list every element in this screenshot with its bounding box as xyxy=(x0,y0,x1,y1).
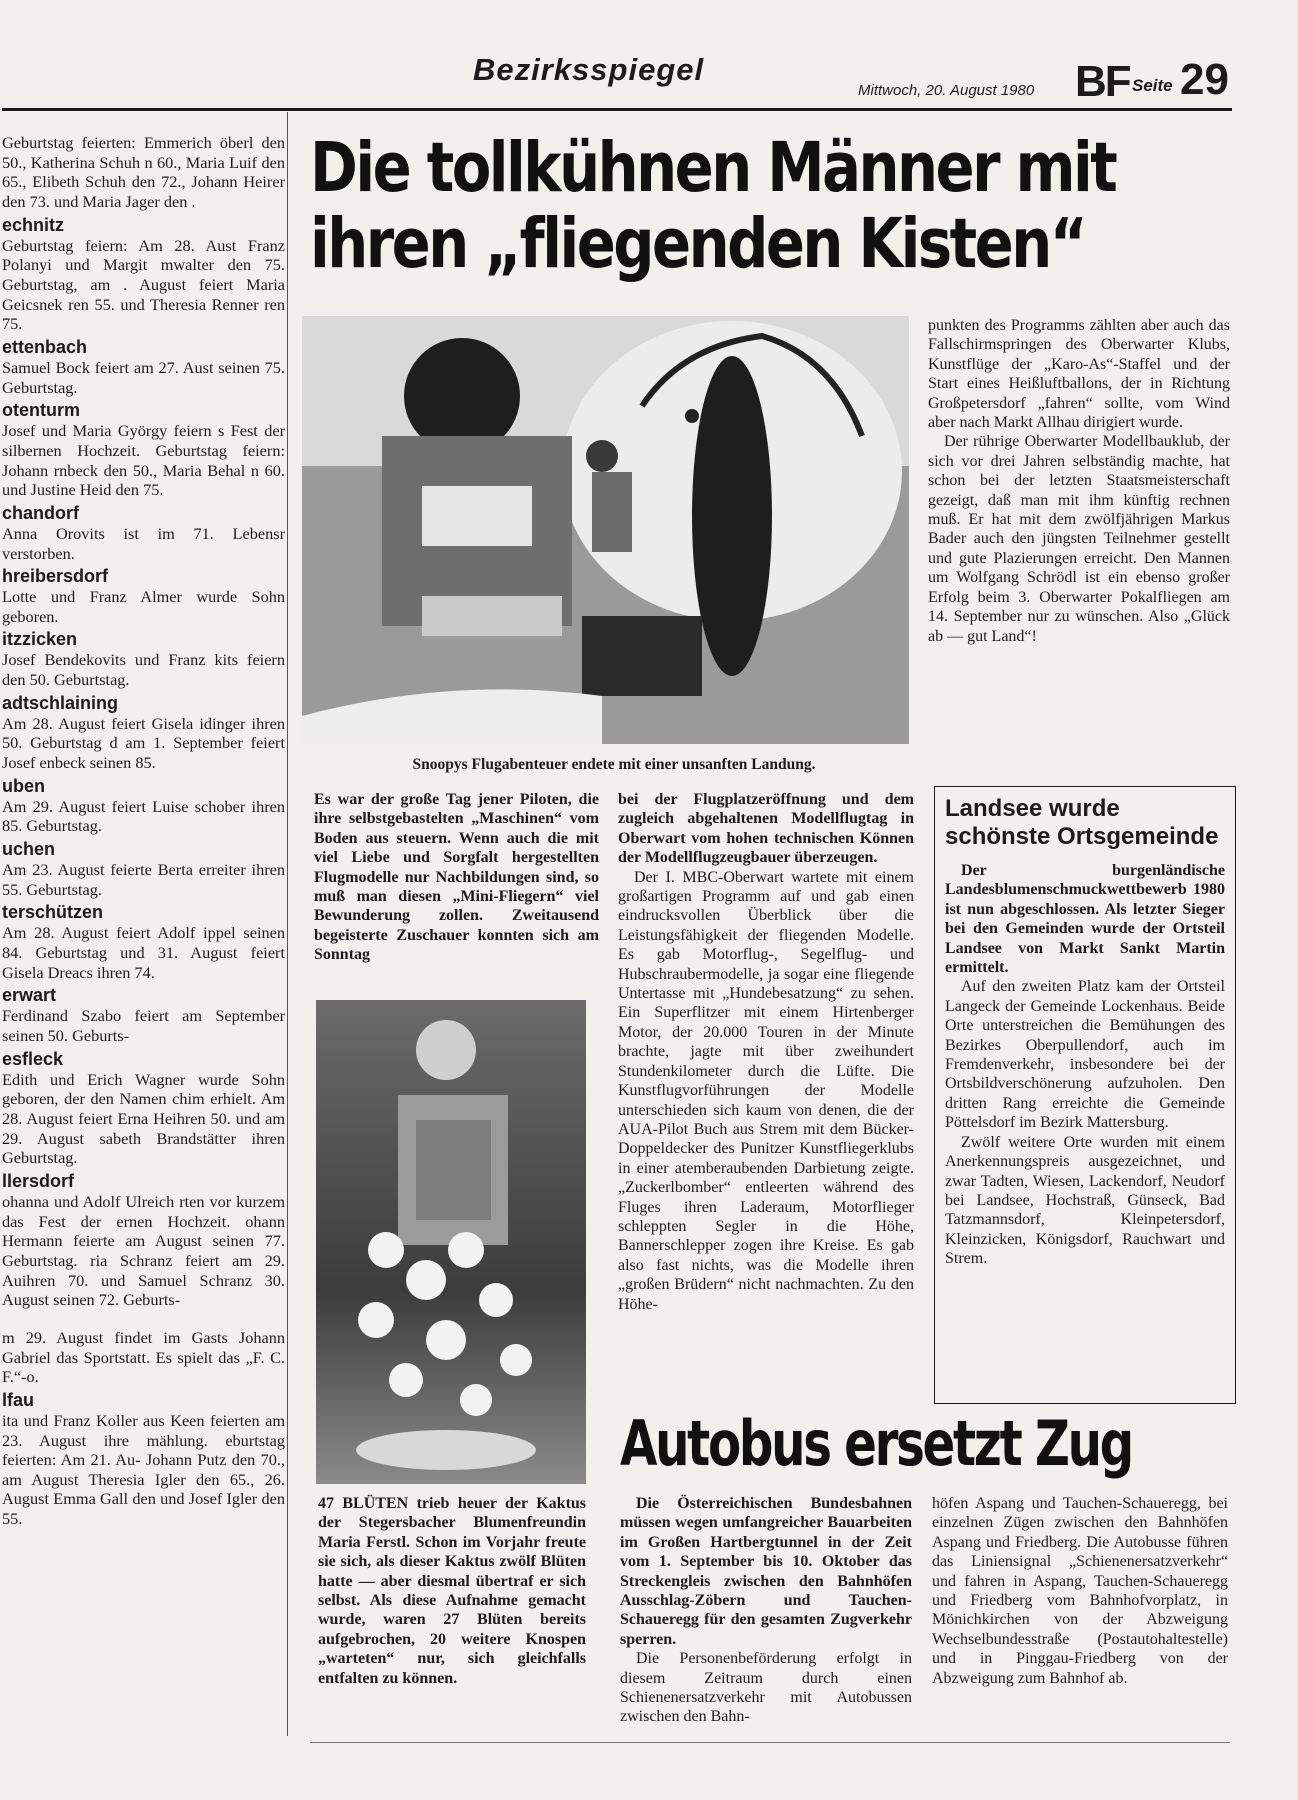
main-story-col3-p2: Der rührige Oberwarter Modellbauklub, der sich vor drei Jahren selbständig machte, hat schon bei der letzten Staatsmeisterschaft gezeigt, daß man mit ihm künftig rechnen muß. Er hat mit dem zwölfjährigen Markus Bader auch den jüngsten Teilnehmer gestellt und gute Plazierungen erreicht. Den Mannen um Wolfgang Schrödl ist ein ebenso großer Erfolg beim 3. Oberwarter Pokalfliegen am 14. September nur zu wünschen. Also „Glück ab — gut Land“! xyxy=(928,433,1230,645)
autobus-headline: Autobus ersetzt Zug xyxy=(620,1407,1132,1480)
landsee-lead: Der burgenländische Landesblumenschmuckwettbewerb 1980 ist nun abgeschlossen. Als letzter Sieger bei den Gemeinden wurde der Ortsteil Landsee von Markt Sankt Martin ermittelt. xyxy=(945,862,1225,977)
main-headline xyxy=(310,128,1116,284)
announcement-text: Samuel Bock feiert am 27. Aust seinen 75. Geburtstag. xyxy=(2,357,285,397)
landsee-p1: Auf den zweiten Platz kam der Ortsteil Langeck der Gemeinde Lockenhaus. Beide Orte unterstreichen die Bemühungen des Bezirkes Oberpullendorf, auch im Fremdenverkehr, insbesondere bei der Ortsbildverschönerung aufzuholen. Den dritten Rang erreichte die Gemeinde Pöttelsdorf im Bezirk Mattersburg. xyxy=(945,978,1225,1132)
announcement-text: Am 23. August feierte Berta erreiter ihren 55. Geburtstag. xyxy=(2,860,285,899)
top-rule xyxy=(2,108,1232,111)
cactus-caption-text: trieb heuer der Kaktus der Stegersbacher Blumenfreundin Maria Ferstl. Schon im Vorjahr freute sie sich, als dieser Kaktus zwölf Blüten hatte — aber diesmal übertraf er sich selbst. Als diese Aufnahme gemacht wurde, waren 27 Blüten bereits aufgebrochen, 20 weitere Knospen „warteten“ nur, sich gleichfalls entfalten zu können. xyxy=(318,1495,587,1687)
autobus-p1: Die Personenbeförderung erfolgt in diesem Zeitraum durch einen Schienenersatzverkehr mit Autobussen zwischen den Bahn- xyxy=(620,1650,912,1726)
cactus-photo xyxy=(316,1000,586,1484)
autobus-column-1 xyxy=(620,1494,912,1727)
announcement-text: Anna Orovits ist im 71. Lebensr verstorben. xyxy=(2,523,285,563)
place-heading: esfleck xyxy=(2,1048,64,1069)
left-column-announcements xyxy=(2,133,285,1725)
cactus-photo-illustration xyxy=(316,1000,586,1484)
announcement-text: Lotte und Franz Almer wurde Sohn geboren. xyxy=(2,587,285,626)
main-story-lead xyxy=(314,790,599,965)
main-story-col2-lead: bei der Flugplatzeröffnung und dem zugleich abgehaltenen Modellflugtag in Oberwart vom hohen technischen Können der Modellflugzeugbauer überzeugen. xyxy=(618,791,914,867)
announcement-text: Geburtstag feierten: Emmerich öberl den 50., Katherina Schuh n 60., Maria Luif den 65., Elibeth Schuh den 72., Johann Heirer den 73. und Maria Jager den . xyxy=(2,133,285,211)
place-heading: llersdorf xyxy=(2,1170,75,1191)
snoopy-photo-illustration xyxy=(302,316,909,744)
autobus-column-2 xyxy=(932,1494,1228,1688)
place-heading: uben xyxy=(2,775,45,796)
dateline: Mittwoch, 20. August 1980 xyxy=(858,82,1035,99)
announcement-text: ita und Franz Koller aus Keen feierten am 23. August ihre mählung. eburtstag feierten: Am 21. Au- Johann Putz den 70., am August Theresia Igler den 65., 26. August Emma Gall den und Josef Igler den 55. xyxy=(2,1410,285,1529)
main-story-column-2 xyxy=(618,790,914,1314)
announcement-text: Geburtstag feiern: Am 28. Aust Franz Polanyi und Margit mwalter den 75. Geburtstag, am . August feiert Maria Geicsnek ren 55. und Theresia Renner ren 75. xyxy=(2,235,285,334)
announcement-text: ohanna und Adolf Ulreich rten vor kurzem das Fest der ernen Hochzeit. ohann Hermann feierte am August seinen 77. Geburtstag. ria Schranz feiert am 29. Auihren 70. und Samuel Schranz 30. August seinen 72. Geburts- xyxy=(2,1191,285,1310)
place-heading: adtschlaining xyxy=(2,692,119,713)
paper-logo: BF xyxy=(1075,57,1130,106)
snoopy-photo-caption: Snoopys Flugabenteuer endete mit einer unsanften Landung. xyxy=(412,756,816,773)
snoopy-photo xyxy=(302,316,909,744)
place-heading: lfau xyxy=(2,1389,35,1410)
place-heading: uchen xyxy=(2,839,56,860)
place-heading: echnitz xyxy=(2,214,65,235)
bottom-rule xyxy=(310,1742,1230,1743)
main-headline-line-1: Die tollkühnen Männer mit xyxy=(310,128,1116,208)
announcement-text: Josef Bendekovits und Franz kits feiern den 50. Geburtstag. xyxy=(2,650,285,690)
main-story-col3-p1: punkten des Programms zählten aber auch das Fallschirmspringen des Oberwarter Klubs, Kunstflüge der „Karo-As“-Staffel und der Start eines Heißluftballons, der in Richtung Großpetersdorf „fahren“ sollte, vom Wind aber nach Markt Allhau dirigiert wurde. xyxy=(928,317,1230,432)
landsee-p2: Zwölf weitere Orte wurden mit einem Anerkennungspreis ausgezeichnet, und zwar Tadten, Wiesen, Lackendorf, Neudorf bei Landsee, Hochstraß, Günseck, Bad Tatzmannsdorf, Kleinpetersdorf, Kleinzicken, Königsdorf, Rauchwart und Strem. xyxy=(945,1133,1225,1268)
main-headline-line-2: ihren „fliegenden Kisten“ xyxy=(310,204,1086,284)
page-number: 29 xyxy=(1180,55,1229,104)
place-heading: ettenbach xyxy=(2,336,88,357)
announcement-text: Am 28. August feiert Gisela idinger ihren 50. Geburtstag d am 1. September feiert Josef enbeck seinen 85. xyxy=(2,713,285,773)
place-heading: terschützen xyxy=(2,902,104,923)
announcement-text: Am 29. August feiert Luise schober ihren 85. Geburtstag. xyxy=(2,796,285,836)
section-title: Bezirksspiegel xyxy=(473,52,705,87)
place-heading: erwart xyxy=(2,985,57,1006)
main-story-column-3 xyxy=(928,316,1230,646)
cactus-caption xyxy=(318,1494,586,1688)
landsee-headline: Landsee wurde schönste Ortsgemeinde xyxy=(945,795,1219,850)
page-label: Seite xyxy=(1132,76,1173,95)
main-story-lead-text: Es war der große Tag jener Piloten, die ihre selbstgebastelten „Maschinen“ vom Boden aus steuern. Wenn auch die mit viel Liebe und Sorgfalt hergestellten Flugmodelle nur Nachbildungen sind, so muß man diesen „Mini-Fliegern“ viel Bewunderung zollen. Zweitausend begeisterte Zuschauer konnten sich am Sonntag xyxy=(314,791,599,964)
announcement-text: Ferdinand Szabo feiert am September seinen 50. Geburts- xyxy=(2,1006,285,1045)
main-story-col2-body: Der I. MBC-Oberwart wartete mit einem großartigen Programm auf und gab einen eindrucksvollen Überblick über die Leistungsfähigkeit der fliegenden Modelle. Es gab Motorflug-, Segelflug- und Hubschraubermodelle, ja sogar eine fliegende Untertasse mit „Hundebesatzung“ zu sehen. Ein Superflitzer mit einem Hirtenberger Motor, der 20.000 Touren in der Minute brachte, jagte mit über zweihundert Stundenkilometer durch die Lüfte. Die Kunstflugvorführungen der Modelle unterschieden sich kaum von denen, die der AUA-Pilot Buch aus Strem mit dem Bücker-Doppeldecker des Punitzer Kunstfliegerklubs in einer atemberaubenden Darbietung zeigte. „Zuckerlbomber“ entleerten während des Fluges ihren Laderaum, Motorflieger schleppten Segler in die Höhe, Bannerschlepper zogen ihre Kreise. Es gab also fast nichts, was die Modelle ihren „großen Brüdern“ nicht nachmachten. Zu den Höhe- xyxy=(618,868,914,1313)
place-heading: chandorf xyxy=(2,502,80,523)
spacer xyxy=(2,1310,285,1328)
announcement-text: Josef und Maria György feiern s Fest der silbernen Hochzeit. Geburtstag feiern: Johann rnbeck den 50., Maria Behal n 60. und Justine Heid den 75. xyxy=(2,421,285,500)
announcement-text: Am 28. August feiert Adolf ippel seinen 84. Geburtstag und 31. August feiert Gisela Dreacs ihren 74. xyxy=(2,923,285,982)
place-heading: itzzicken xyxy=(2,629,78,650)
announcement-text: m 29. August findet im Gasts Johann Gabriel das Sportstatt. Es spielt das „F. C. F.“-o. xyxy=(2,1327,285,1387)
masthead xyxy=(0,0,1298,112)
column-rule xyxy=(287,112,288,1736)
place-heading: otenturm xyxy=(2,400,80,421)
announcement-text: Edith und Erich Wagner wurde Sohn geboren, der den Namen chim erhielt. Am 28. August feiert Erna Heihren 50. und am 29. August sabeth Brandstätter ihren Geburtstag. xyxy=(2,1069,285,1168)
autobus-lead: Die Österreichischen Bundesbahnen müssen wegen umfangreicher Bauarbeiten im Großen Hartbergtunnel in der Zeit vom 1. September bis 10. Oktober das Streckengleis zwischen den Bahnhöfen Ausschlag-Zöbern und Tauchen-Schaueregg für den gesamten Zugverkehr sperren. xyxy=(620,1495,912,1648)
place-heading: hreibersdorf xyxy=(2,566,109,587)
cactus-caption-lead: 47 BLÜTEN xyxy=(318,1495,409,1512)
autobus-p2: höfen Aspang und Tauchen-Schaueregg, bei einzelnen Zügen zwischen den Bahnhöfen Aspang und Friedberg. Die Autobusse führen das Liniensignal „Schienenersatzverkehr“ und fahren in Aspang, Tauchen-Schaueregg und Friedberg vom Bahnhofvorplatz, in Mönichkirchen von der Abzweigung Wechselbundesstraße (Postautohaltestelle) und in Pinggau-Friedberg von der Abzweigung zum Bahnhof ab. xyxy=(932,1495,1228,1687)
landsee-story-box xyxy=(934,786,1236,1404)
